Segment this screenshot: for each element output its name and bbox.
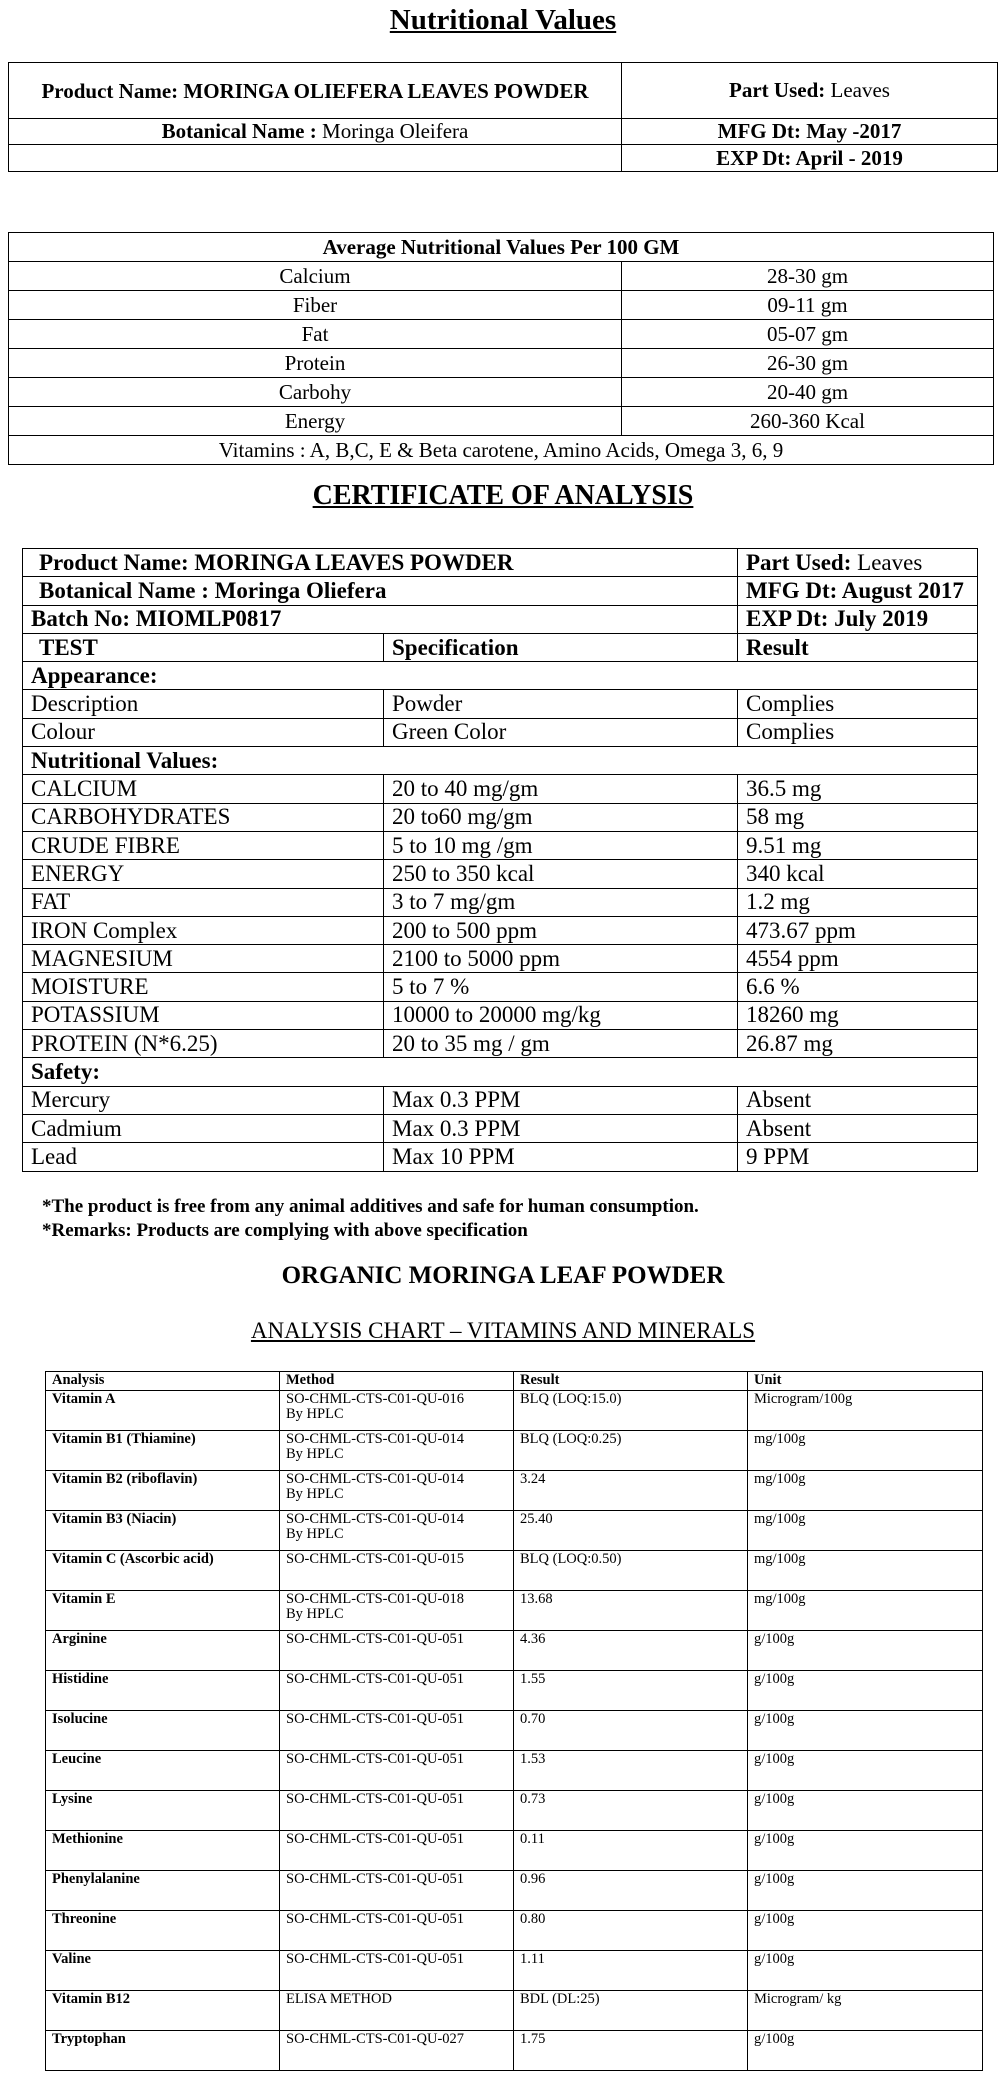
table-row: [46, 1711, 983, 1751]
method-line: SO-CHML-CTS-C01-QU-051: [286, 1751, 465, 1767]
analysis-name: Histidine: [46, 1671, 280, 1711]
coa-mfg: MFG Dt: August 2017: [738, 577, 978, 605]
method-line: SO-CHML-CTS-C01-QU-051: [286, 1791, 465, 1807]
coa-row: [23, 690, 978, 718]
table-row: [46, 1951, 983, 1991]
analysis-result: 0.70: [514, 1711, 748, 1751]
analysis-name: Arginine: [46, 1631, 280, 1671]
analysis-method: [280, 1631, 514, 1671]
col-test: TEST: [23, 633, 384, 661]
analysis-unit: Microgram/ kg: [748, 1991, 983, 2031]
botanical-name: [9, 119, 622, 145]
coa-test: CARBOHYDRATES: [23, 803, 384, 831]
hdr-unit: Unit: [748, 1372, 983, 1391]
nutrition-row: [9, 291, 994, 320]
coa-row: [23, 803, 978, 831]
method-line: SO-CHML-CTS-C01-QU-018: [286, 1591, 465, 1607]
coa-result: 36.5 mg: [738, 775, 978, 803]
analysis-result: 25.40: [514, 1511, 748, 1551]
coa-result: 6.6 %: [738, 973, 978, 1001]
analysis-result: BLQ (LOQ:15.0): [514, 1391, 748, 1431]
coa-spec: 3 to 7 mg/gm: [384, 888, 738, 916]
page-title: Nutritional Values: [389, 4, 617, 36]
coa-table: [22, 548, 978, 1172]
table-row: [46, 1991, 983, 2031]
coa-result: 26.87 mg: [738, 1030, 978, 1058]
product-header-table: [8, 62, 998, 172]
method-line: SO-CHML-CTS-C01-QU-027: [286, 2031, 465, 2047]
table-row: [46, 1511, 983, 1551]
method-line: SO-CHML-CTS-C01-QU-051: [286, 1951, 465, 1967]
method-line: SO-CHML-CTS-C01-QU-051: [286, 1711, 465, 1727]
analysis-result: BLQ (LOQ:0.50): [514, 1551, 748, 1591]
analysis-name: Vitamin B12: [46, 1991, 280, 2031]
coa-part-used: [738, 549, 978, 577]
analysis-result: 4.36: [514, 1631, 748, 1671]
analysis-name: Leucine: [46, 1751, 280, 1791]
product-name: Product Name: MORINGA OLIEFERA LEAVES POWDER: [9, 63, 622, 119]
method-line-2: By HPLC: [286, 1446, 344, 1462]
analysis-unit: g/100g: [748, 1951, 983, 1991]
analysis-unit: mg/100g: [748, 1511, 983, 1551]
nutrient-name: Fiber: [9, 291, 622, 320]
coa-test: Mercury: [23, 1086, 384, 1114]
section-safety: Safety:: [23, 1058, 978, 1086]
section-nutrition: Nutritional Values:: [23, 747, 978, 775]
coa-spec: 5 to 7 %: [384, 973, 738, 1001]
analysis-unit: mg/100g: [748, 1471, 983, 1511]
coa-spec: Max 0.3 PPM: [384, 1114, 738, 1142]
coa-row: [23, 775, 978, 803]
analysis-unit: g/100g: [748, 1791, 983, 1831]
nutrient-name: Carbohy: [9, 378, 622, 407]
vitamins-line: Vitamins : A, B,C, E & Beta carotene, Amino Acids, Omega 3, 6, 9: [9, 436, 994, 465]
analysis-unit: mg/100g: [748, 1591, 983, 1631]
analysis-name: Methionine: [46, 1831, 280, 1871]
analysis-result: BDL (DL:25): [514, 1991, 748, 2031]
analysis-method: [280, 1711, 514, 1751]
coa-test: CALCIUM: [23, 775, 384, 803]
nutrient-name: Energy: [9, 407, 622, 436]
coa-test: PROTEIN (N*6.25): [23, 1030, 384, 1058]
note-remarks: *Remarks: Products are complying with above specification: [42, 1220, 528, 1241]
analysis-method: [280, 1391, 514, 1431]
nutrition-table: [8, 232, 994, 465]
coa-spec: 2100 to 5000 ppm: [384, 945, 738, 973]
part-used: [622, 63, 998, 119]
coa-spec: 10000 to 20000 mg/kg: [384, 1001, 738, 1029]
method-line: SO-CHML-CTS-C01-QU-014: [286, 1471, 465, 1487]
analysis-unit: g/100g: [748, 1871, 983, 1911]
nutrient-value: 26-30 gm: [622, 349, 994, 378]
coa-row: [23, 860, 978, 888]
table-row: [46, 1831, 983, 1871]
chart-subtitle: ANALYSIS CHART – VITAMINS AND MINERALS: [250, 1318, 756, 1343]
section-appearance: Appearance:: [23, 662, 978, 690]
method-line: SO-CHML-CTS-C01-QU-051: [286, 1871, 465, 1887]
analysis-result: 13.68: [514, 1591, 748, 1631]
analysis-unit: g/100g: [748, 1831, 983, 1871]
coa-result: 58 mg: [738, 803, 978, 831]
analysis-result: 1.53: [514, 1751, 748, 1791]
coa-row: [23, 973, 978, 1001]
coa-batch: Batch No: MIOMLP0817: [23, 605, 738, 633]
method-line-2: By HPLC: [286, 1606, 344, 1622]
table-row: [46, 1391, 983, 1431]
table-row: [46, 1591, 983, 1631]
coa-result: 340 kcal: [738, 860, 978, 888]
analysis-result: 0.96: [514, 1871, 748, 1911]
analysis-unit: g/100g: [748, 1751, 983, 1791]
analysis-unit: g/100g: [748, 1911, 983, 1951]
analysis-name: Isolucine: [46, 1711, 280, 1751]
coa-result: 473.67 ppm: [738, 916, 978, 944]
analysis-method: [280, 2031, 514, 2071]
method-line: SO-CHML-CTS-C01-QU-051: [286, 1631, 465, 1647]
coa-part-label: Part Used:: [746, 549, 852, 575]
coa-test: ENERGY: [23, 860, 384, 888]
table-row: [46, 1471, 983, 1511]
botanical-value: Moringa Oleifera: [322, 119, 469, 143]
method-line-2: By HPLC: [286, 1406, 344, 1422]
analysis-name: Tryptophan: [46, 2031, 280, 2071]
note-animal-free: *The product is free from any animal additives and safe for human consumption.: [42, 1196, 699, 1217]
analysis-result: 1.55: [514, 1671, 748, 1711]
table-row: [46, 2031, 983, 2071]
coa-row: [23, 916, 978, 944]
coa-row: [23, 1001, 978, 1029]
nutrient-value: 28-30 gm: [622, 262, 994, 291]
coa-row: [23, 888, 978, 916]
analysis-unit: g/100g: [748, 1711, 983, 1751]
coa-result: 18260 mg: [738, 1001, 978, 1029]
method-line: SO-CHML-CTS-C01-QU-051: [286, 1671, 465, 1687]
coa-spec: Max 10 PPM: [384, 1143, 738, 1171]
nutrition-row: [9, 349, 994, 378]
coa-row: [23, 718, 978, 746]
coa-test: MAGNESIUM: [23, 945, 384, 973]
coa-test: CRUDE FIBRE: [23, 831, 384, 859]
analysis-method: [280, 1551, 514, 1591]
coa-spec: Green Color: [384, 718, 738, 746]
analysis-result: 1.75: [514, 2031, 748, 2071]
table-row: [46, 1791, 983, 1831]
analysis-name: Vitamin C (Ascorbic acid): [46, 1551, 280, 1591]
analysis-method: [280, 1951, 514, 1991]
coa-test: POTASSIUM: [23, 1001, 384, 1029]
part-used-value: Leaves: [830, 78, 890, 102]
coa-test: FAT: [23, 888, 384, 916]
nutrition-row: [9, 320, 994, 349]
analysis-name: Vitamin E: [46, 1591, 280, 1631]
analysis-result: 0.11: [514, 1831, 748, 1871]
coa-result: Absent: [738, 1114, 978, 1142]
method-line: ELISA METHOD: [286, 1991, 392, 2007]
nutrition-row: [9, 378, 994, 407]
coa-test: Cadmium: [23, 1114, 384, 1142]
nutrient-name: Fat: [9, 320, 622, 349]
mfg-date: MFG Dt: May -2017: [622, 119, 998, 145]
analysis-method: [280, 1511, 514, 1551]
coa-row: [23, 1086, 978, 1114]
nutrient-value: 20-40 gm: [622, 378, 994, 407]
analysis-name: Vitamin B1 (Thiamine): [46, 1431, 280, 1471]
method-line: SO-CHML-CTS-C01-QU-051: [286, 1911, 465, 1927]
nutrient-name: Calcium: [9, 262, 622, 291]
nutrition-row: [9, 262, 994, 291]
analysis-name: Vitamin B3 (Niacin): [46, 1511, 280, 1551]
analysis-method: [280, 1831, 514, 1871]
coa-test: Description: [23, 690, 384, 718]
method-line-2: By HPLC: [286, 1486, 344, 1502]
coa-result: Complies: [738, 718, 978, 746]
table-row: [46, 1631, 983, 1671]
analysis-result: BLQ (LOQ:0.25): [514, 1431, 748, 1471]
part-used-label: Part Used:: [729, 78, 826, 102]
analysis-name: Threonine: [46, 1911, 280, 1951]
coa-spec: 20 to60 mg/gm: [384, 803, 738, 831]
coa-spec: Powder: [384, 690, 738, 718]
nutrient-value: 05-07 gm: [622, 320, 994, 349]
nutrient-value: 260-360 Kcal: [622, 407, 994, 436]
method-line: SO-CHML-CTS-C01-QU-015: [286, 1551, 465, 1567]
analysis-unit: mg/100g: [748, 1551, 983, 1591]
analysis-method: [280, 1431, 514, 1471]
coa-test: Lead: [23, 1143, 384, 1171]
analysis-result: 3.24: [514, 1471, 748, 1511]
hdr-analysis: Analysis: [46, 1372, 280, 1391]
method-line-2: By HPLC: [286, 1526, 344, 1542]
coa-test: IRON Complex: [23, 916, 384, 944]
analysis-name: Vitamin A: [46, 1391, 280, 1431]
coa-result: Complies: [738, 690, 978, 718]
analysis-result: 0.73: [514, 1791, 748, 1831]
coa-spec: 20 to 40 mg/gm: [384, 775, 738, 803]
table-row: [46, 1911, 983, 1951]
analysis-method: [280, 1471, 514, 1511]
coa-title: CERTIFICATE OF ANALYSIS: [312, 480, 694, 511]
table-row: [46, 1431, 983, 1471]
nutrition-heading: Average Nutritional Values Per 100 GM: [9, 233, 994, 262]
coa-result: 4554 ppm: [738, 945, 978, 973]
coa-result: 9.51 mg: [738, 831, 978, 859]
method-line: SO-CHML-CTS-C01-QU-051: [286, 1831, 465, 1847]
analysis-method: [280, 1591, 514, 1631]
analysis-name: Vitamin B2 (riboflavin): [46, 1471, 280, 1511]
chart-title: ORGANIC MORINGA LEAF POWDER: [281, 1262, 725, 1289]
coa-part-value: Leaves: [857, 549, 923, 575]
table-row: [46, 1751, 983, 1791]
analysis-chart-table: [45, 1371, 983, 2071]
analysis-method: [280, 1871, 514, 1911]
coa-spec: 20 to 35 mg / gm: [384, 1030, 738, 1058]
analysis-result: 0.80: [514, 1911, 748, 1951]
coa-spec: Max 0.3 PPM: [384, 1086, 738, 1114]
analysis-method: [280, 1751, 514, 1791]
analysis-name: Lysine: [46, 1791, 280, 1831]
nutrient-name: Protein: [9, 349, 622, 378]
analysis-unit: g/100g: [748, 1631, 983, 1671]
hdr-result: Result: [514, 1372, 748, 1391]
coa-result: 9 PPM: [738, 1143, 978, 1171]
coa-result: Absent: [738, 1086, 978, 1114]
table-row: [46, 1551, 983, 1591]
method-line: SO-CHML-CTS-C01-QU-014: [286, 1431, 465, 1447]
coa-exp: EXP Dt: July 2019: [738, 605, 978, 633]
analysis-unit: g/100g: [748, 1671, 983, 1711]
coa-test: Colour: [23, 718, 384, 746]
coa-row: [23, 831, 978, 859]
analysis-method: [280, 1991, 514, 2031]
exp-date: EXP Dt: April - 2019: [622, 145, 998, 172]
nutrient-value: 09-11 gm: [622, 291, 994, 320]
method-line: SO-CHML-CTS-C01-QU-014: [286, 1511, 465, 1527]
botanical-label: Botanical Name :: [161, 119, 317, 143]
empty-cell: [9, 145, 622, 172]
analysis-result: 1.11: [514, 1951, 748, 1991]
analysis-unit: Microgram/100g: [748, 1391, 983, 1431]
analysis-method: [280, 1791, 514, 1831]
analysis-method: [280, 1911, 514, 1951]
coa-row: [23, 945, 978, 973]
coa-spec: 250 to 350 kcal: [384, 860, 738, 888]
coa-row: [23, 1114, 978, 1142]
table-row: [46, 1671, 983, 1711]
analysis-method: [280, 1671, 514, 1711]
coa-row: [23, 1143, 978, 1171]
coa-result: 1.2 mg: [738, 888, 978, 916]
col-spec: Specification: [384, 633, 738, 661]
analysis-name: Valine: [46, 1951, 280, 1991]
analysis-unit: mg/100g: [748, 1431, 983, 1471]
coa-botanical: Botanical Name : Moringa Oliefera: [23, 577, 738, 605]
method-line: SO-CHML-CTS-C01-QU-016: [286, 1391, 465, 1407]
table-row: [46, 1871, 983, 1911]
coa-product: Product Name: MORINGA LEAVES POWDER: [23, 549, 738, 577]
analysis-name: Phenylalanine: [46, 1871, 280, 1911]
col-result: Result: [738, 633, 978, 661]
nutrition-row: [9, 407, 994, 436]
coa-test: MOISTURE: [23, 973, 384, 1001]
analysis-unit: g/100g: [748, 2031, 983, 2071]
hdr-method: Method: [280, 1372, 514, 1391]
coa-spec: 5 to 10 mg /gm: [384, 831, 738, 859]
coa-row: [23, 1030, 978, 1058]
coa-spec: 200 to 500 ppm: [384, 916, 738, 944]
